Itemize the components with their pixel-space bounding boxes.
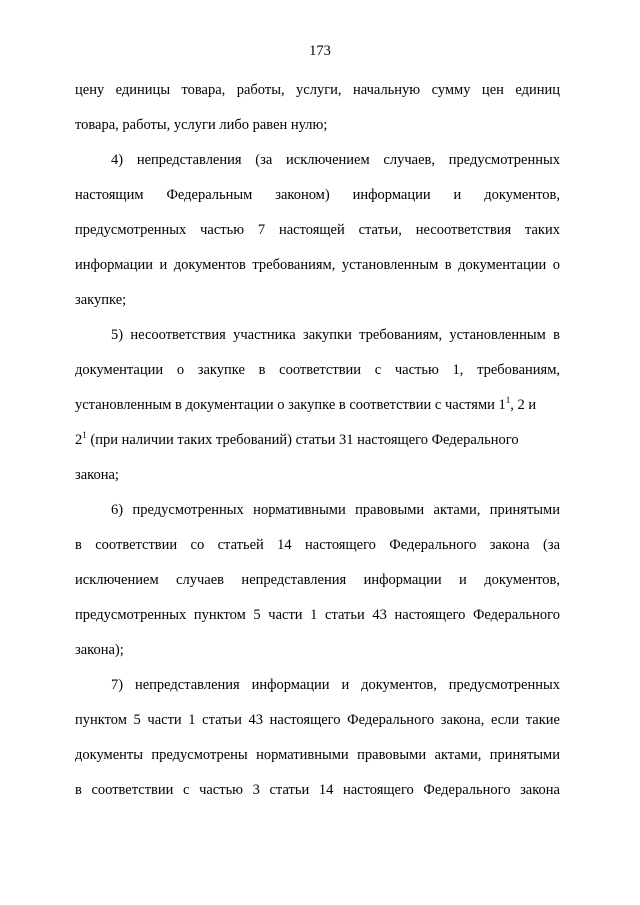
text-line: предусмотренных пунктом 5 части 1 статьи 43 настоящего Федерального — [75, 607, 560, 623]
superscript: 1 — [82, 430, 87, 440]
text-line: настоящим Федеральным законом) информации и документов, — [75, 187, 560, 203]
text-fragment: , 2 и — [510, 397, 537, 413]
text-line: в соответствии со статьей 14 настоящего Федерального закона (за — [75, 537, 560, 553]
text-line: пунктом 5 части 1 статьи 43 настоящего Федерального закона, если такие — [75, 712, 560, 728]
text-line: информации и документов требованиям, установленным в документации о — [75, 257, 560, 273]
text-line: исключением случаев непредставления информации и документов, — [75, 572, 560, 588]
list-item-4-line: 4) непредставления (за исключением случаев, предусмотренных — [111, 152, 560, 168]
text-line: цену единицы товара, работы, услуги, начальную сумму цен единиц — [75, 82, 560, 98]
list-item-7-line: 7) непредставления информации и документов, предусмотренных — [111, 677, 560, 693]
text-line: в соответствии с частью 3 статьи 14 настоящего Федерального закона — [75, 782, 560, 798]
text-fragment: 2 — [75, 432, 83, 448]
text-line: документы предусмотрены нормативными правовыми актами, принятыми — [75, 747, 560, 763]
text-line: закона; — [75, 467, 119, 483]
superscript: 1 — [505, 395, 511, 405]
text-line: предусмотренных частью 7 настоящей статьи, несоответствия таких — [75, 222, 560, 238]
body-text — [75, 73, 560, 808]
text-line: закона); — [75, 642, 124, 658]
list-item-5-line: 5) несоответствия участника закупки требованиям, установленным в — [111, 327, 560, 343]
text-fragment: (при наличии таких требований) статьи 31 настоящего Федерального — [86, 432, 519, 448]
text-line-with-superscript — [75, 423, 560, 458]
text-line: документации о закупке в соответствии с частью 1, требованиям, — [75, 362, 560, 378]
text-line: товара, работы, услуги либо равен нулю; — [75, 117, 328, 133]
page-number: 173 — [309, 43, 331, 59]
text-fragment: установленным в документации о закупке в соответствии с частями 1 — [75, 397, 506, 413]
list-item-6-line: 6) предусмотренных нормативными правовыми актами, принятыми — [111, 502, 560, 518]
text-line: закупке; — [75, 292, 127, 308]
text-line-with-superscript — [75, 388, 560, 423]
